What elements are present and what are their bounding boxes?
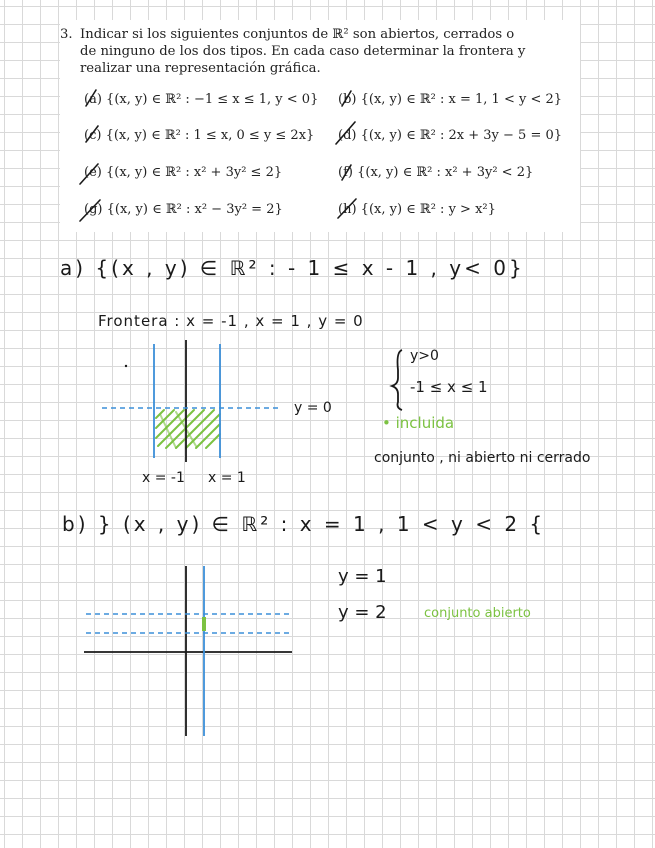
set-label: (a): [84, 92, 102, 107]
set-expression: {(x, y) ∈ ℝ² : 2x + 3y − 5 = 0}: [360, 128, 563, 143]
label-y2: y = 2: [338, 602, 387, 623]
set-expression: {(x, y) ∈ ℝ² : x² + 3y² ≤ 2}: [105, 165, 283, 180]
set-label: (d): [338, 128, 357, 143]
set-expression: {(x, y) ∈ ℝ² : x² + 3y² < 2}: [357, 165, 534, 180]
label-x-neg1: x = -1: [142, 470, 185, 486]
note-b-conclusion: conjunto abierto: [424, 606, 531, 621]
set-expression: {(x, y) ∈ ℝ² : y > x²}: [360, 202, 496, 217]
system-line-2: -1 ≤ x ≤ 1: [410, 378, 488, 396]
set-label: (b): [338, 92, 357, 107]
statement-text: Indicar si los siguientes conjuntos de ℝ² son abiertos, cerrados o de ninguno de los dos tipos. En cada caso determinar la frontera y realizar una representación gráfica.: [80, 27, 526, 76]
set-label: (f): [338, 165, 353, 180]
note-a-title: a) {(x , y) ∈ ℝ² : - 1 ≤ x - 1 , y< 0}: [60, 256, 525, 280]
problem-number: 3.: [60, 27, 73, 42]
note-b-title: b) } (x , y) ∈ ℝ² : x = 1 , 1 < y < 2 {: [62, 512, 546, 536]
note-a-frontera: Frontera : x = -1 , x = 1 , y = 0: [98, 312, 364, 330]
set-label: (e): [84, 165, 102, 180]
label-y1: y = 1: [338, 566, 387, 587]
set-expression: {(x, y) ∈ ℝ² : 1 ≤ x, 0 ≤ y ≤ 2x}: [105, 128, 315, 143]
note-a-conclusion: conjunto , ni abierto ni cerrado: [374, 450, 591, 466]
set-expression: {(x, y) ∈ ℝ² : x = 1, 1 < y < 2}: [360, 92, 563, 107]
note-incluida: • incluida: [382, 414, 455, 432]
label-x-1: x = 1: [208, 470, 246, 486]
system-line-1: y>0: [410, 348, 439, 364]
set-label: (h): [338, 202, 357, 217]
label-y0: y = 0: [294, 400, 332, 416]
set-label: (c): [84, 128, 102, 143]
set-label: (g): [84, 202, 103, 217]
set-expression: {(x, y) ∈ ℝ² : −1 ≤ x ≤ 1, y < 0}: [106, 92, 319, 107]
set-expression: {(x, y) ∈ ℝ² : x² − 3y² = 2}: [106, 202, 283, 217]
